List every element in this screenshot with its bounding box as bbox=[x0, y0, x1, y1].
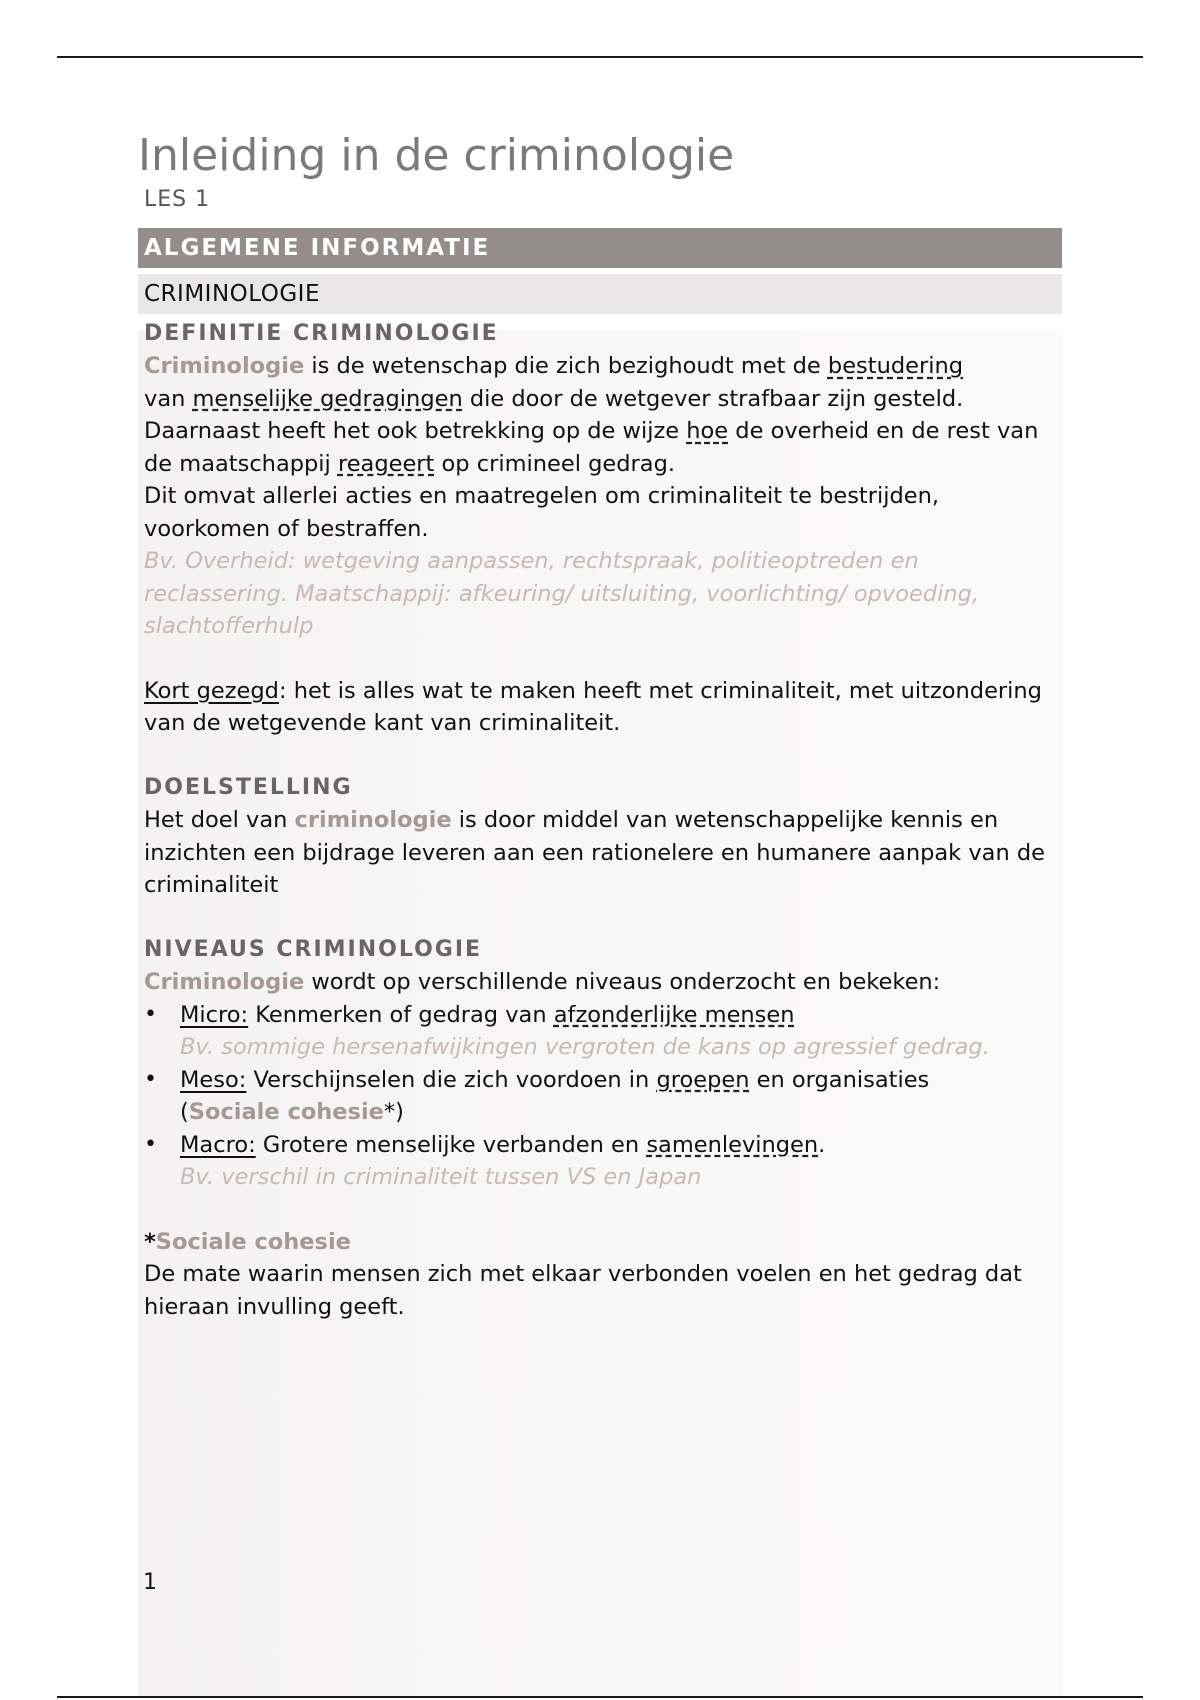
text: op crimineel gedrag. bbox=[434, 450, 676, 477]
list-item-macro bbox=[180, 1129, 1056, 1194]
document-subtitle: LES 1 bbox=[144, 186, 211, 212]
text: is door middel van wetenschappelijke kennis en inzichten een bijdrage leveren aan een rationelere en humanere aanpak van de criminaliteit bbox=[144, 807, 1045, 899]
text: wordt op verschillende niveaus onderzocht en bekeken: bbox=[304, 969, 941, 996]
text: is de wetenschap die zich bezighoudt met de bbox=[304, 353, 828, 380]
text: Het doel van bbox=[144, 807, 295, 834]
definitie-example: Bv. Overheid: wetgeving aanpassen, rechtspraak, politieoptreden en reclassering. Maatschappij: afkeuring/ uitsluiting, voorlichting/ opvoeding, slachtofferhulp bbox=[144, 548, 980, 640]
page bbox=[138, 130, 1062, 1323]
list-item-meso bbox=[180, 1064, 1056, 1129]
definitie-paragraph bbox=[144, 350, 1056, 545]
page-number: 1 bbox=[143, 1570, 157, 1595]
text: Dit omvat allerlei acties en maatregelen om criminaliteit te bestrijden, voorkomen of bestraffen. bbox=[144, 483, 940, 542]
underlined-term: bestudering bbox=[827, 353, 964, 380]
text: *) bbox=[383, 1099, 404, 1126]
text: . bbox=[818, 1131, 826, 1158]
underlined-term: hoe bbox=[686, 418, 729, 445]
underlined-term: afzonderlijke mensen bbox=[553, 1001, 795, 1028]
text: Kenmerken of gedrag van bbox=[248, 1001, 554, 1028]
text: : het is alles wat te maken heeft met criminaliteit, met uitzondering van de wetgevende kant van criminaliteit. bbox=[144, 677, 1042, 737]
asterisk: * bbox=[144, 1228, 156, 1255]
niveaus-heading: NIVEAUS CRIMINOLOGIE bbox=[144, 936, 483, 962]
text: Daarnaast heeft het ook betrekking op de wijze bbox=[144, 418, 687, 445]
text: ( bbox=[180, 1099, 189, 1126]
section-bar: ALGEMENE INFORMATIE bbox=[138, 228, 1062, 268]
text: de overheid en de rest van de maatschappij bbox=[144, 418, 1039, 477]
underlined-term: groepen bbox=[656, 1066, 750, 1093]
level-label: Meso: bbox=[180, 1066, 247, 1093]
keyword: Sociale cohesie bbox=[188, 1099, 384, 1126]
text: Grotere menselijke verbanden en bbox=[255, 1131, 647, 1158]
bottom-rule bbox=[57, 1696, 1143, 1698]
keyword: Sociale cohesie bbox=[155, 1228, 351, 1255]
text: die door de wetgever strafbaar zijn gesteld. bbox=[462, 385, 964, 412]
top-rule bbox=[57, 56, 1143, 58]
document-title: Inleiding in de criminologie bbox=[138, 130, 735, 181]
cohesie-heading bbox=[144, 1226, 1056, 1259]
definitie-heading: DEFINITIE CRIMINOLOGIE bbox=[144, 320, 499, 346]
example: Bv. sommige hersenafwijkingen vergroten de kans op agressief gedrag. bbox=[180, 1034, 990, 1061]
subsection-bar: CRIMINOLOGIE bbox=[138, 274, 1062, 314]
underlined-term: reageert bbox=[337, 450, 435, 477]
text: Verschijnselen die zich voordoen in bbox=[246, 1066, 657, 1093]
keyword: criminologie bbox=[294, 807, 452, 834]
cohesie-paragraph: De mate waarin mensen zich met elkaar verbonden voelen en het gedrag dat hieraan invulling geeft. bbox=[144, 1261, 1022, 1320]
keyword: Criminologie bbox=[144, 353, 305, 380]
level-label: Macro: bbox=[180, 1131, 256, 1158]
underlined-term: samenlevingen bbox=[646, 1131, 819, 1158]
example: Bv. verschil in criminaliteit tussen VS en Japan bbox=[180, 1164, 702, 1191]
kort-label: Kort gezegd bbox=[144, 677, 279, 704]
niveaus-intro bbox=[144, 966, 1056, 999]
niveaus-list bbox=[144, 999, 1056, 1194]
list-item-micro bbox=[180, 999, 1056, 1064]
doelstelling-heading: DOELSTELLING bbox=[144, 774, 353, 800]
doelstelling-paragraph bbox=[144, 804, 1056, 902]
text: van bbox=[144, 385, 193, 412]
underlined-term: menselijke gedragingen bbox=[192, 385, 463, 412]
level-label: Micro: bbox=[180, 1001, 249, 1028]
text: en organisaties bbox=[749, 1066, 930, 1093]
keyword: Criminologie bbox=[144, 969, 305, 996]
kort-gezegd bbox=[144, 675, 1056, 740]
content bbox=[138, 318, 1062, 1324]
